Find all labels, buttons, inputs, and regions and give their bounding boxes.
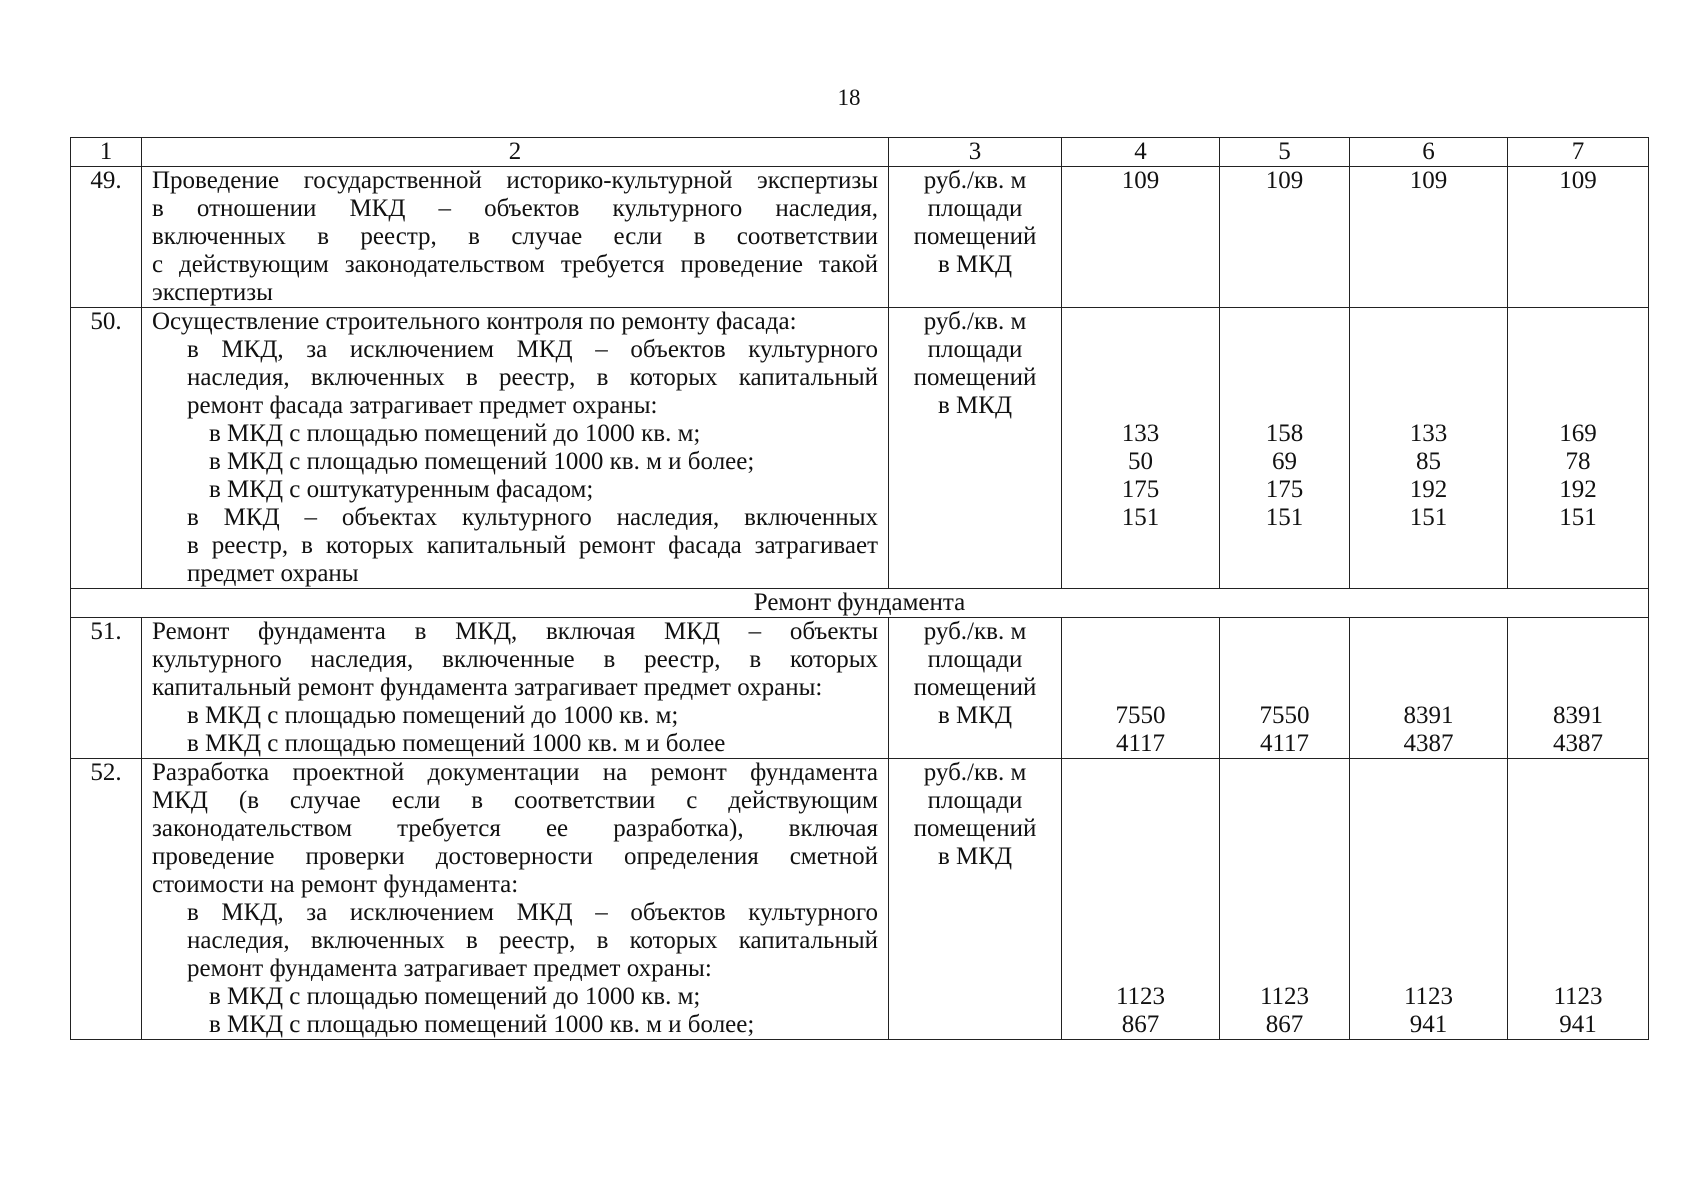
value-cell-col-5 <box>1220 618 1350 759</box>
section-title: Ремонт фундамента <box>71 589 1649 618</box>
empty-value <box>1062 336 1219 364</box>
value: 78 <box>1565 448 1591 475</box>
unit-line: в МКД <box>937 702 1012 729</box>
description-line: наследия, включенных в реестр, в которых капитальный <box>187 927 878 954</box>
empty-value <box>1508 646 1648 674</box>
description-line: в реестр, в которых капитальный ремонт фасада затрагивает <box>187 532 878 559</box>
empty-value <box>1350 251 1507 279</box>
empty-value <box>1062 223 1219 251</box>
description-line: в МКД с площадью помещений до 1000 кв. м; <box>209 983 701 1010</box>
value: 1123 <box>1553 983 1603 1010</box>
empty-value <box>1350 195 1507 223</box>
value: 867 <box>1265 1011 1304 1038</box>
empty-value <box>1220 195 1349 223</box>
description-line: в МКД с площадью помещений 1000 кв. м и более; <box>209 448 755 475</box>
header-cell: 5 <box>1220 138 1350 167</box>
empty-value <box>1220 560 1349 588</box>
empty-value <box>1220 223 1349 251</box>
value-cell-col-5 <box>1220 759 1350 1040</box>
description-line: в МКД – объектах культурного наследия, включенных <box>187 504 878 531</box>
table-row <box>71 759 1649 1040</box>
norms-table <box>70 137 1649 1040</box>
unit-line: в МКД <box>937 843 1012 870</box>
empty-value <box>1062 195 1219 223</box>
header-row <box>71 138 1649 167</box>
empty-value <box>1350 899 1507 927</box>
value: 109 <box>1559 167 1597 194</box>
value: 8391 <box>1553 702 1603 729</box>
empty-value <box>1350 815 1507 843</box>
value: 151 <box>1409 504 1448 531</box>
empty-value <box>1220 364 1349 392</box>
unit-line: площади <box>927 787 1023 814</box>
description-line: Разработка проектной документации на ремонт фундамента <box>152 759 878 786</box>
empty-value <box>1062 927 1219 955</box>
empty-value <box>1062 674 1219 702</box>
value-cell-col-6 <box>1350 759 1508 1040</box>
description-line: в МКД с оштукатуренным фасадом; <box>209 476 594 503</box>
empty-value <box>1062 618 1219 646</box>
description-line: Ремонт фундамента в МКД, включая МКД – объекты <box>152 618 878 645</box>
value: 175 <box>1265 476 1304 503</box>
item-number: 49. <box>71 167 142 308</box>
description-line: в МКД, за исключением МКД – объектов культурного <box>187 336 878 363</box>
empty-value <box>1508 336 1648 364</box>
value: 192 <box>1559 476 1597 503</box>
empty-value <box>1508 560 1648 588</box>
header-cell: 4 <box>1062 138 1220 167</box>
value: 4117 <box>1115 730 1166 757</box>
empty-value <box>1350 787 1507 815</box>
empty-value <box>1508 618 1648 646</box>
empty-value <box>1220 618 1349 646</box>
empty-value <box>1062 646 1219 674</box>
empty-value <box>1220 674 1349 702</box>
description-line: в МКД с площадью помещений 1000 кв. м и более <box>187 730 726 757</box>
empty-value <box>1508 674 1648 702</box>
description-line: включенных в реестр, в случае если в соответствии <box>152 223 878 250</box>
empty-value <box>1062 392 1219 420</box>
value: 1123 <box>1403 983 1454 1010</box>
empty-value <box>1062 871 1219 899</box>
value: 4387 <box>1403 730 1454 757</box>
value-cell-col-7 <box>1508 308 1649 589</box>
empty-value <box>1508 759 1648 787</box>
unit-line: руб./кв. м <box>923 618 1027 645</box>
empty-value <box>1350 223 1507 251</box>
value: 133 <box>1409 420 1448 447</box>
empty-value <box>1350 364 1507 392</box>
value: 133 <box>1121 420 1160 447</box>
empty-value <box>1220 251 1349 279</box>
empty-value <box>1220 871 1349 899</box>
value: 8391 <box>1403 702 1454 729</box>
value: 151 <box>1121 504 1160 531</box>
unit-line: руб./кв. м <box>923 167 1027 194</box>
empty-value <box>1508 364 1648 392</box>
value-cell-col-7 <box>1508 167 1649 308</box>
empty-value <box>1508 195 1648 223</box>
item-number: 52. <box>71 759 142 1040</box>
value: 1123 <box>1259 983 1310 1010</box>
header-cell: 6 <box>1350 138 1508 167</box>
value: 941 <box>1559 1011 1597 1038</box>
empty-value <box>1350 279 1507 307</box>
value: 50 <box>1128 448 1153 475</box>
empty-value <box>1350 927 1507 955</box>
empty-value <box>1220 646 1349 674</box>
item-number: 50. <box>71 308 142 589</box>
empty-value <box>1508 843 1648 871</box>
description-line: Осуществление строительного контроля по ремонту фасада: <box>152 308 797 335</box>
description-line: законодательством требуется ее разработка), включая <box>152 815 878 842</box>
description-line: Проведение государственной историко-культурной экспертизы <box>152 167 878 194</box>
value-cell-col-5 <box>1220 308 1350 589</box>
unit-line: в МКД <box>937 392 1012 419</box>
header-cell: 7 <box>1508 138 1649 167</box>
table-row <box>71 167 1649 308</box>
empty-value <box>1350 308 1507 336</box>
value: 151 <box>1559 504 1597 531</box>
empty-value <box>1062 532 1219 560</box>
empty-value <box>1062 787 1219 815</box>
value: 4117 <box>1259 730 1310 757</box>
value-cell-col-7 <box>1508 618 1649 759</box>
empty-value <box>1220 927 1349 955</box>
work-description <box>142 618 889 759</box>
empty-value <box>1062 560 1219 588</box>
unit-line: площади <box>927 195 1023 222</box>
empty-value <box>1508 223 1648 251</box>
empty-value <box>1350 646 1507 674</box>
empty-value <box>1220 336 1349 364</box>
empty-value <box>1220 843 1349 871</box>
work-description <box>142 308 889 589</box>
empty-value <box>1508 392 1648 420</box>
value-cell-col-4 <box>1062 308 1220 589</box>
unit-line: помещений <box>913 223 1037 250</box>
empty-value <box>1350 674 1507 702</box>
empty-value <box>1220 279 1349 307</box>
value-cell-col-4 <box>1062 618 1220 759</box>
empty-value <box>1220 532 1349 560</box>
empty-value <box>1062 955 1219 983</box>
description-line: в МКД, за исключением МКД – объектов культурного <box>187 899 878 926</box>
header-cell: 2 <box>142 138 889 167</box>
header-cell: 1 <box>71 138 142 167</box>
empty-value <box>1508 815 1648 843</box>
work-description <box>142 167 889 308</box>
empty-value <box>1062 759 1219 787</box>
empty-value <box>1508 532 1648 560</box>
value-cell-col-6 <box>1350 167 1508 308</box>
unit-of-measure <box>889 618 1062 759</box>
empty-value <box>1220 955 1349 983</box>
description-line: проведение проверки достоверности определения сметной <box>152 843 878 870</box>
value-cell-col-5 <box>1220 167 1350 308</box>
value: 7550 <box>1259 702 1310 729</box>
description-line: МКД (в случае если в соответствии с действующим <box>152 787 878 814</box>
empty-value <box>1350 532 1507 560</box>
empty-value <box>1062 279 1219 307</box>
value: 7550 <box>1115 702 1166 729</box>
empty-value <box>1508 927 1648 955</box>
empty-value <box>1062 308 1219 336</box>
value: 109 <box>1265 167 1304 194</box>
empty-value <box>1350 392 1507 420</box>
description-line: в МКД с площадью помещений до 1000 кв. м; <box>209 420 701 447</box>
empty-value <box>1508 279 1648 307</box>
description-line: в МКД с площадью помещений до 1000 кв. м; <box>187 702 679 729</box>
empty-value <box>1350 871 1507 899</box>
header-cell: 3 <box>889 138 1062 167</box>
empty-value <box>1508 871 1648 899</box>
unit-line: помещений <box>913 815 1037 842</box>
empty-value <box>1220 815 1349 843</box>
value: 941 <box>1409 1011 1448 1038</box>
value-cell-col-6 <box>1350 618 1508 759</box>
empty-value <box>1220 759 1349 787</box>
table-row <box>71 618 1649 759</box>
empty-value <box>1508 899 1648 927</box>
value: 175 <box>1121 476 1160 503</box>
unit-line: в МКД <box>937 251 1012 278</box>
empty-value <box>1062 364 1219 392</box>
empty-value <box>1062 251 1219 279</box>
value: 1123 <box>1115 983 1166 1010</box>
unit-line: помещений <box>913 364 1037 391</box>
value-cell-col-4 <box>1062 759 1220 1040</box>
empty-value <box>1062 899 1219 927</box>
description-line: с действующим законодательством требуется проведение такой <box>152 251 878 278</box>
empty-value <box>1350 955 1507 983</box>
value: 158 <box>1265 420 1304 447</box>
item-number: 51. <box>71 618 142 759</box>
unit-line: помещений <box>913 674 1037 701</box>
description-line: в МКД с площадью помещений 1000 кв. м и более; <box>209 1011 755 1038</box>
value: 109 <box>1409 167 1448 194</box>
unit-of-measure <box>889 167 1062 308</box>
unit-line: площади <box>927 646 1023 673</box>
empty-value <box>1508 955 1648 983</box>
unit-of-measure <box>889 308 1062 589</box>
empty-value <box>1220 787 1349 815</box>
value: 867 <box>1121 1011 1160 1038</box>
description-line: ремонт фасада затрагивает предмет охраны: <box>187 392 658 419</box>
page-number: 18 <box>837 85 861 110</box>
empty-value <box>1508 251 1648 279</box>
value-cell-col-7 <box>1508 759 1649 1040</box>
work-description <box>142 759 889 1040</box>
empty-value <box>1350 759 1507 787</box>
empty-value <box>1350 618 1507 646</box>
section-row <box>71 589 1649 618</box>
value: 109 <box>1121 167 1160 194</box>
empty-value <box>1220 392 1349 420</box>
description-line: ремонт фундамента затрагивает предмет охраны: <box>187 955 712 982</box>
value: 69 <box>1272 448 1297 475</box>
value: 4387 <box>1553 730 1603 757</box>
empty-value <box>1508 787 1648 815</box>
empty-value <box>1062 843 1219 871</box>
table-row <box>71 308 1649 589</box>
empty-value <box>1220 308 1349 336</box>
unit-line: руб./кв. м <box>923 308 1027 335</box>
empty-value <box>1508 308 1648 336</box>
value: 151 <box>1265 504 1304 531</box>
value-cell-col-4 <box>1062 167 1220 308</box>
description-line: капитальный ремонт фундамента затрагивает предмет охраны: <box>152 674 823 701</box>
value: 85 <box>1416 448 1441 475</box>
description-line: стоимости на ремонт фундамента: <box>152 871 519 898</box>
unit-line: площади <box>927 336 1023 363</box>
description-line: в отношении МКД – объектов культурного наследия, <box>152 195 878 222</box>
empty-value <box>1350 336 1507 364</box>
value-cell-col-6 <box>1350 308 1508 589</box>
description-line: культурного наследия, включенные в реестр, в которых <box>152 646 878 673</box>
empty-value <box>1220 899 1349 927</box>
value: 192 <box>1409 476 1448 503</box>
unit-of-measure <box>889 759 1062 1040</box>
unit-line: руб./кв. м <box>923 759 1027 786</box>
empty-value <box>1350 560 1507 588</box>
description-line: предмет охраны <box>187 560 359 587</box>
description-line: наследия, включенных в реестр, в которых капитальный <box>187 364 878 391</box>
empty-value <box>1062 815 1219 843</box>
value: 169 <box>1559 420 1597 447</box>
empty-value <box>1350 843 1507 871</box>
description-line: экспертизы <box>152 279 273 306</box>
